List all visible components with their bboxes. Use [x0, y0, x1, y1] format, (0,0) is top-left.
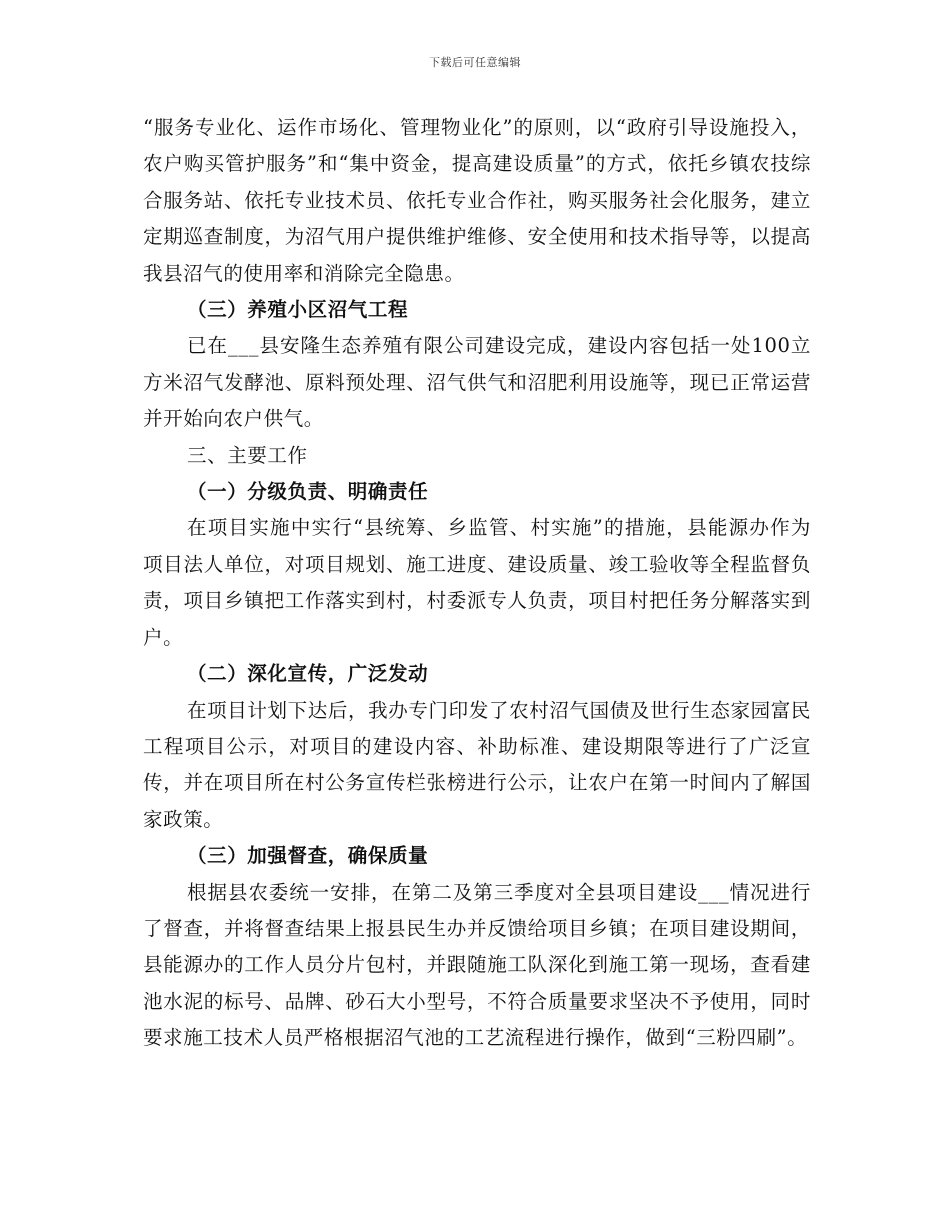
section-heading-breeding-biogas: （三）养殖小区沼气工程: [187, 298, 409, 322]
section-heading-main-work: 三、主要工作: [187, 443, 308, 467]
paragraph-principles: “服务专业化、运作市场化、管理物业化”的原则，以“政府引导设施投入，农户购买管护服务”和“集中资金，提高建设质量”的方式，依托乡镇农技综合服务站、依托专业技术员、依托专业合作社，购买服务社会化服务，建立定期巡查制度，为沼气用户提供维护维修、安全使用和技术指导等，以提高我县沼气的使用率和消除完全隐患。: [143, 116, 811, 285]
paragraph-publicity: 在项目计划下达后，我办专门印发了农村沼气国债及世行生态家园富民工程项目公示，对项目的建设内容、补助标准、建设期限等进行了广泛宣传，并在项目所在村公务宣传栏张榜进行公示，让农户在第一时间内了解国家政策。: [143, 698, 811, 831]
page-header: 下载后可任意编辑: [429, 56, 521, 69]
paragraph-responsibility: 在项目实施中实行“县统筹、乡监管、村实施”的措施，县能源办作为项目法人单位，对项目规划、施工进度、建设质量、竣工验收等全程监督负责，项目乡镇把工作落实到村，村委派专人负责，项目村把任务分解落实到户。: [143, 516, 811, 649]
subheading-publicity: （二）深化宣传，广泛发动: [187, 662, 429, 686]
paragraph-supervision: 根据县农委统一安排，在第二及第三季度对全县项目建设___情况进行了督查，并将督查结果上报县民生办并反馈给项目乡镇；在项目建设期间，县能源办的工作人员分片包村，并跟随施工队深化到施工第一现场，查看建池水泥的标号、品牌、砂石大小型号，不符合质量要求坚决不予使用，同时要求施工技术人员严格根据沼气池的工艺流程进行操作，做到“三粉四刷”。: [143, 880, 811, 1050]
paragraph-breeding-project: 已在___县安隆生态养殖有限公司建设完成，建设内容包括一处100立方米沼气发酵池、原料预处理、沼气供气和沼肥利用设施等，现已正常运营并开始向农户供气。: [143, 334, 811, 431]
subheading-supervision: （三）加强督查，确保质量: [187, 844, 429, 868]
subheading-responsibility: （一）分级负责、明确责任: [187, 480, 429, 504]
document-body: [143, 110, 811, 1057]
